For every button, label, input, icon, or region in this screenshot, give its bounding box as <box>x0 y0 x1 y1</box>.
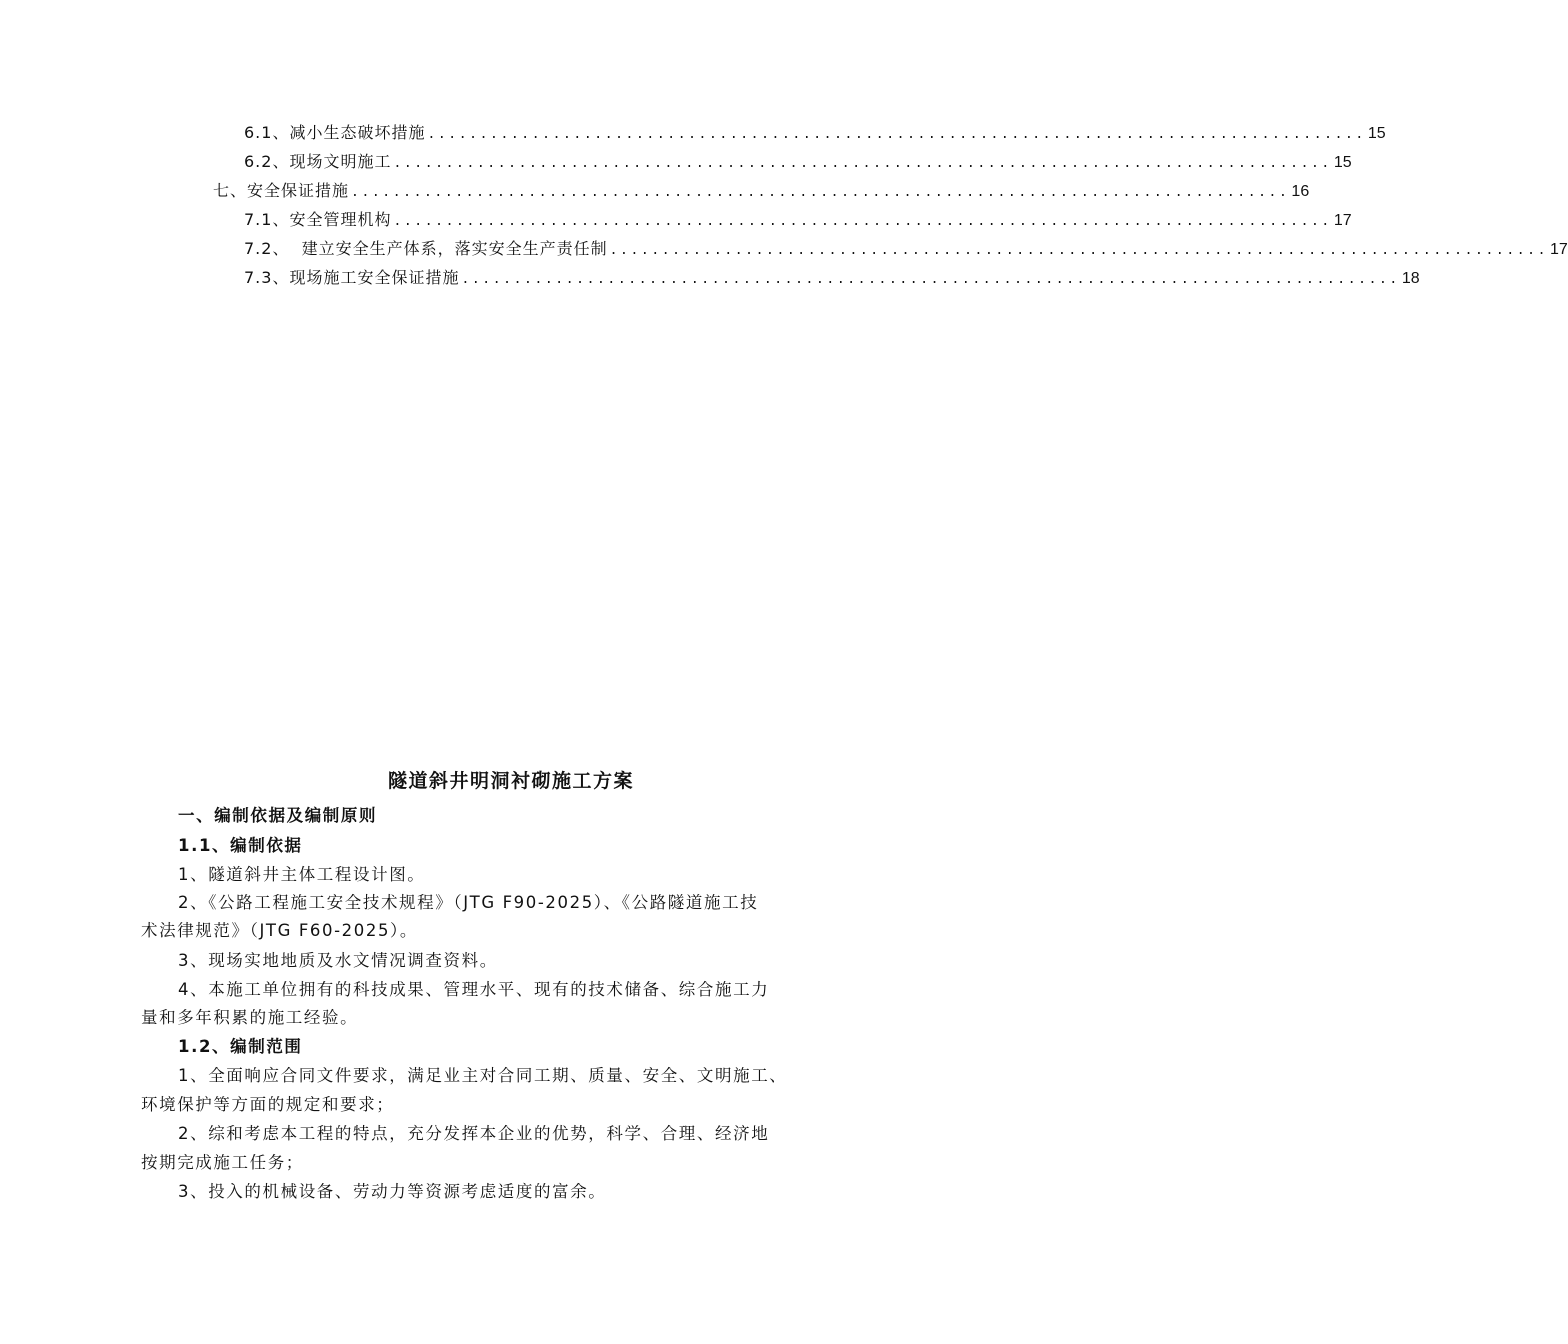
toc-entry-label: 6.1、减小生态破坏措施 <box>244 123 426 142</box>
paragraph-line: 3、现场实地地质及水文情况调查资料。 <box>178 951 498 970</box>
section-heading: 一、编制依据及编制原则 <box>178 806 378 825</box>
toc-leader-dots: .......................................................................................... <box>393 214 1332 229</box>
toc-entry-label: 7.2、 建立安全生产体系，落实安全生产责任制 <box>244 239 608 258</box>
toc-entry[interactable] <box>244 237 1568 261</box>
paragraph-line: 按期完成施工任务； <box>141 1153 304 1172</box>
paragraph-line: 2、综和考虑本工程的特点，充分发挥本企业的优势，科学、合理、经济地 <box>178 1124 770 1143</box>
subsection-heading: 1.2、编制范围 <box>178 1037 303 1056</box>
paragraph-line: 环境保护等方面的规定和要求； <box>141 1095 395 1114</box>
paragraph-line: 量和多年积累的施工经验。 <box>141 1008 359 1027</box>
paragraph-line: 4、本施工单位拥有的科技成果、管理水平、现有的技术储备、综合施工力 <box>178 980 770 999</box>
toc-entry-label: 7.3、现场施工安全保证措施 <box>244 268 460 287</box>
toc-entry[interactable] <box>244 208 1352 232</box>
toc-entry-label: 七、安全保证措施 <box>213 181 350 200</box>
toc-page-number: 17 <box>1333 212 1352 229</box>
toc-leader-dots: .......................................................................................... <box>427 127 1366 142</box>
toc-entry[interactable] <box>244 150 1352 174</box>
paragraph-line: 术法律规范》（JTG F60-2025）。 <box>141 921 419 940</box>
toc-entry-label: 6.2、现场文明施工 <box>244 152 392 171</box>
toc-entry[interactable] <box>213 179 1310 203</box>
toc-leader-dots: .......................................................................................... <box>461 272 1400 287</box>
paragraph-line: 3、投入的机械设备、劳动力等资源考虑适度的富余。 <box>178 1182 607 1201</box>
toc-page-number: 15 <box>1333 154 1352 171</box>
toc-page-number: 18 <box>1401 270 1420 287</box>
toc-page-number: 17 <box>1550 241 1568 258</box>
toc-page-number: 15 <box>1367 125 1386 142</box>
paragraph-line: 1、全面响应合同文件要求，满足业主对合同工期、质量、安全、文明施工、 <box>178 1066 788 1085</box>
toc-entry[interactable] <box>244 121 1386 145</box>
paragraph-line: 1、隧道斜井主体工程设计图。 <box>178 865 426 884</box>
toc-page-number: 16 <box>1291 183 1310 200</box>
subsection-heading: 1.1、编制依据 <box>178 836 303 855</box>
toc-entry[interactable] <box>244 266 1420 290</box>
toc-leader-dots: .......................................................................................... <box>351 185 1290 200</box>
document-title: 隧道斜井明洞衬砌施工方案 <box>387 770 634 792</box>
paragraph-line: 2、《公路工程施工安全技术规程》（JTG F90-2025）、《公路隧道施工技 <box>178 893 759 912</box>
toc-entry-label: 7.1、安全管理机构 <box>244 210 392 229</box>
toc-leader-dots: .......................................................................................... <box>393 156 1332 171</box>
toc-leader-dots: .......................................................................................... <box>609 243 1549 258</box>
